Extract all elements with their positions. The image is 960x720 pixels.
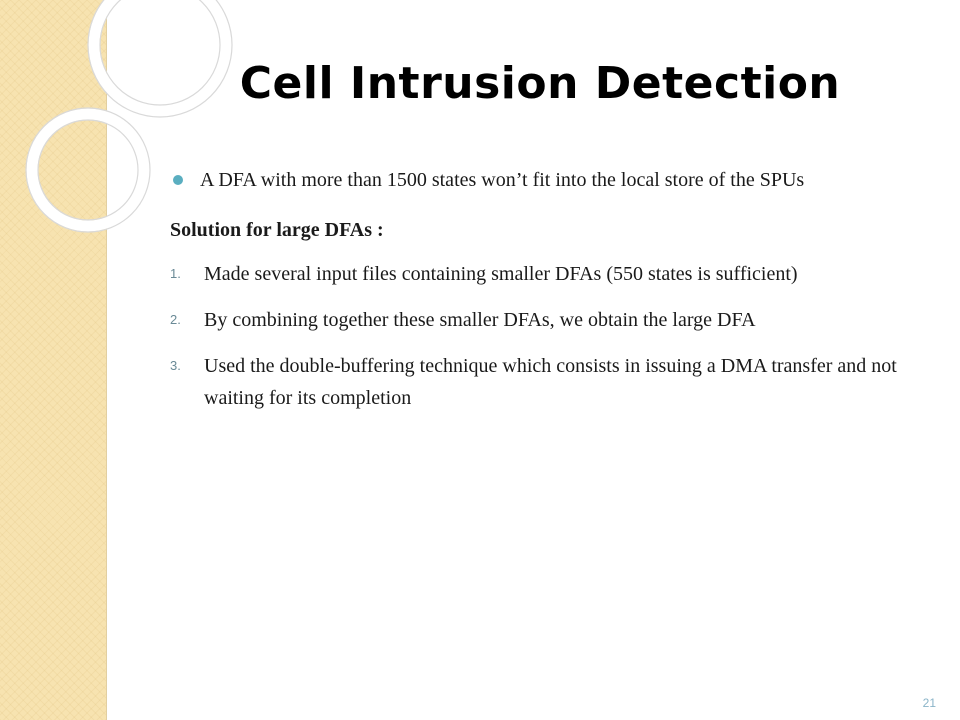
step-text: By combining together these smaller DFAs, we obtain the large DFA xyxy=(204,309,756,331)
bullet-dot-icon xyxy=(173,175,183,185)
step-number: 2. xyxy=(170,312,181,327)
step-item-2 xyxy=(170,304,930,336)
slide-number: 21 xyxy=(922,696,936,710)
step-text: Made several input files containing smaller DFAs (550 states is sufficient) xyxy=(204,263,798,285)
slide-body xyxy=(170,166,930,414)
step-item-3 xyxy=(170,350,930,414)
decorative-sidebar xyxy=(0,0,107,720)
step-number: 3. xyxy=(170,358,181,373)
solution-heading: Solution for large DFAs : xyxy=(170,219,384,241)
step-item-1 xyxy=(170,258,930,290)
slide-title: Cell Intrusion Detection xyxy=(239,58,841,109)
step-number: 1. xyxy=(170,266,181,281)
step-text: Used the double-buffering technique which consists in issuing a DMA transfer and not waiting for its completion xyxy=(204,355,897,409)
bullet-item xyxy=(170,166,930,194)
bullet-text: A DFA with more than 1500 states won’t fit into the local store of the SPUs xyxy=(200,169,805,191)
